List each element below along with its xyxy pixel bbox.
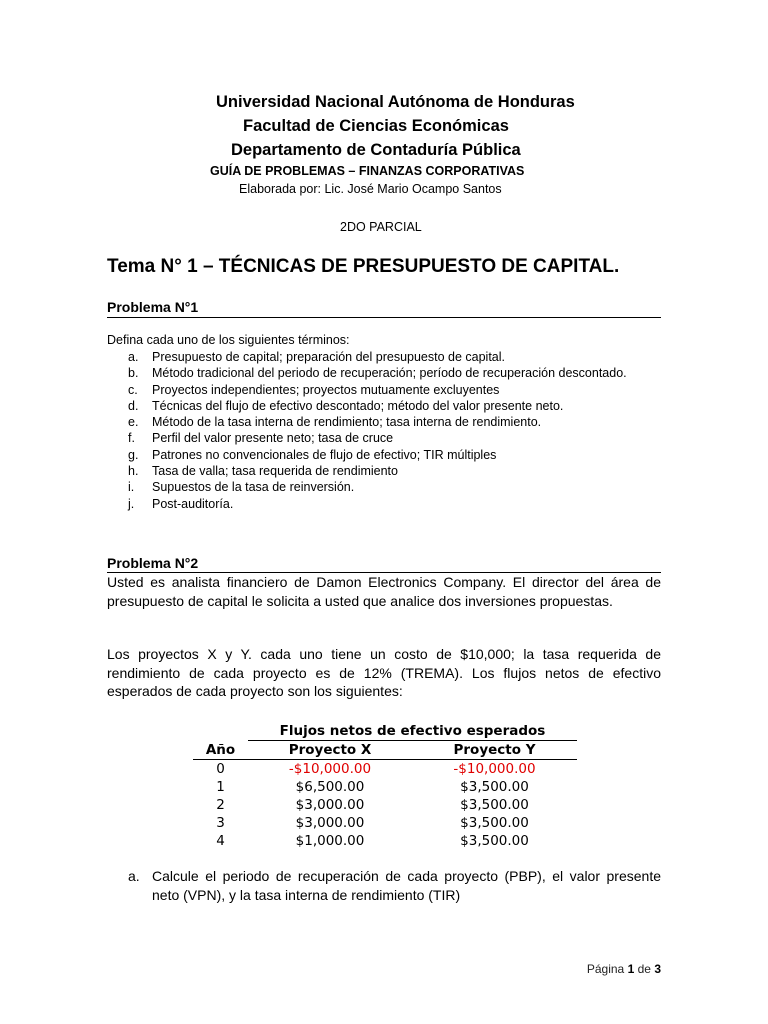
list-item-letter: a. <box>128 350 139 364</box>
table-cell-project-x: $3,000.00 <box>295 815 365 831</box>
list-item-text: Post-auditoría. <box>152 496 234 511</box>
list-item-text: Proyectos independientes; proyectos mutuamente excluyentes <box>152 382 500 397</box>
table-cell-project-y: $3,500.00 <box>460 833 529 849</box>
table-row <box>193 760 577 779</box>
problem2-title: Problema N°2 <box>107 555 199 571</box>
list-item <box>107 349 661 365</box>
problem1-title: Problema N°1 <box>107 299 199 315</box>
table-row <box>193 778 577 796</box>
list-item-letter: i. <box>128 480 135 495</box>
table-cell-project-y: $3,500.00 <box>460 779 529 795</box>
table-cell-year: 4 <box>216 833 225 849</box>
list-item-letter: c. <box>128 382 138 397</box>
list-item-text: Perfil del valor presente neto; tasa de cruce <box>152 431 394 446</box>
table-cell-year: 3 <box>216 815 225 831</box>
list-item <box>107 414 661 430</box>
list-item <box>107 479 661 495</box>
author-line: Elaborada por: Lic. José Mario Ocampo Santos <box>239 182 502 196</box>
list-item <box>107 496 661 512</box>
table-cell-year: 2 <box>216 797 225 813</box>
list-item <box>107 447 661 463</box>
table-row <box>193 814 577 832</box>
question-a-letter: a. <box>128 868 140 884</box>
question-a <box>107 867 661 904</box>
topic-title: Tema N° 1 – TÉCNICAS DE PRESUPUESTO DE CAPITAL. <box>107 256 620 277</box>
table-cell-project-x: $1,000.00 <box>295 833 365 849</box>
exam-label: 2DO PARCIAL <box>340 220 422 234</box>
table-cell-project-y: -$10,000.00 <box>453 761 536 777</box>
footer-page-word: Página <box>586 962 625 976</box>
problem2-paragraph-2: Los proyectos X y Y. cada uno tiene un costo de $10,000; la tasa requerida de rendimiento de cada proyecto es de 12% (TREMA). Los flujos netos de efectivo esperados de cada proyecto son los siguientes: <box>107 646 661 699</box>
list-item-letter: h. <box>128 464 139 479</box>
list-item-text: Tasa de valla; tasa requerida de rendimiento <box>152 464 398 479</box>
table-row <box>193 796 577 814</box>
list-item <box>107 382 661 398</box>
university-name: Universidad Nacional Autónoma de Honduras <box>216 93 575 111</box>
table-blank-cell <box>193 722 248 741</box>
table-group-header: Flujos netos de efectivo esperados <box>248 722 577 741</box>
faculty-name: Facultad de Ciencias Económicas <box>243 117 509 135</box>
problem2-paragraph-1: Usted es analista financiero de Damon Electronics Company. El director del área de presupuesto de capital le solicita a usted que analice dos inversiones propuestas. <box>107 574 661 609</box>
table-cell-project-y: $3,500.00 <box>460 815 529 831</box>
department-name: Departamento de Contaduría Pública <box>231 141 521 159</box>
terms-list <box>107 349 661 512</box>
table-cell-project-x: -$10,000.00 <box>288 761 372 777</box>
table-cell-project-x: $6,500.00 <box>295 779 365 795</box>
table-header-project-y: Proyecto Y <box>412 741 577 760</box>
list-item <box>107 463 661 479</box>
list-item-text: Método tradicional del periodo de recuperación; período de recuperación descontado. <box>152 366 627 381</box>
table-body <box>193 760 577 851</box>
table-cell-year: 1 <box>216 779 225 795</box>
list-item-letter: b. <box>128 366 139 381</box>
list-item-text: Técnicas del flujo de efectivo descontado; método del valor presente neto. <box>152 398 564 413</box>
problem1-intro: Defina cada uno de los siguientes términos: <box>107 333 350 347</box>
question-a-text: Calcule el periodo de recuperación de cada proyecto (PBP), el valor presente neto (VPN), y la tasa interna de rendimiento (TIR) <box>152 868 661 903</box>
problem1-rule <box>107 317 661 318</box>
table-cell-year: 0 <box>216 761 225 777</box>
footer-of-word: de <box>637 962 651 976</box>
list-item-text: Presupuesto de capital; preparación del presupuesto de capital. <box>152 350 506 364</box>
list-item-letter: g. <box>128 447 139 462</box>
list-item-text: Patrones no convencionales de flujo de efectivo; TIR múltiples <box>152 447 497 462</box>
list-item-letter: f. <box>128 431 135 446</box>
guide-title: GUÍA DE PROBLEMAS – FINANZAS CORPORATIVAS <box>210 164 525 178</box>
list-item <box>107 398 661 414</box>
footer-page-number: 1 <box>627 962 635 976</box>
table-header-year: Año <box>193 741 248 760</box>
list-item-letter: j. <box>128 496 135 511</box>
table-row <box>193 832 577 850</box>
page-footer <box>587 962 661 976</box>
list-item <box>107 430 661 446</box>
cash-flow-table <box>193 722 577 850</box>
table-header-project-x: Proyecto X <box>248 741 412 760</box>
list-item-letter: e. <box>128 415 139 430</box>
footer-total-pages: 3 <box>654 962 661 976</box>
list-item-text: Método de la tasa interna de rendimiento; tasa interna de rendimiento. <box>152 415 542 430</box>
table-cell-project-x: $3,000.00 <box>295 797 365 813</box>
list-item <box>107 365 661 381</box>
table-cell-project-y: $3,500.00 <box>460 797 529 813</box>
list-item-text: Supuestos de la tasa de reinversión. <box>152 480 355 495</box>
list-item-letter: d. <box>128 398 139 413</box>
